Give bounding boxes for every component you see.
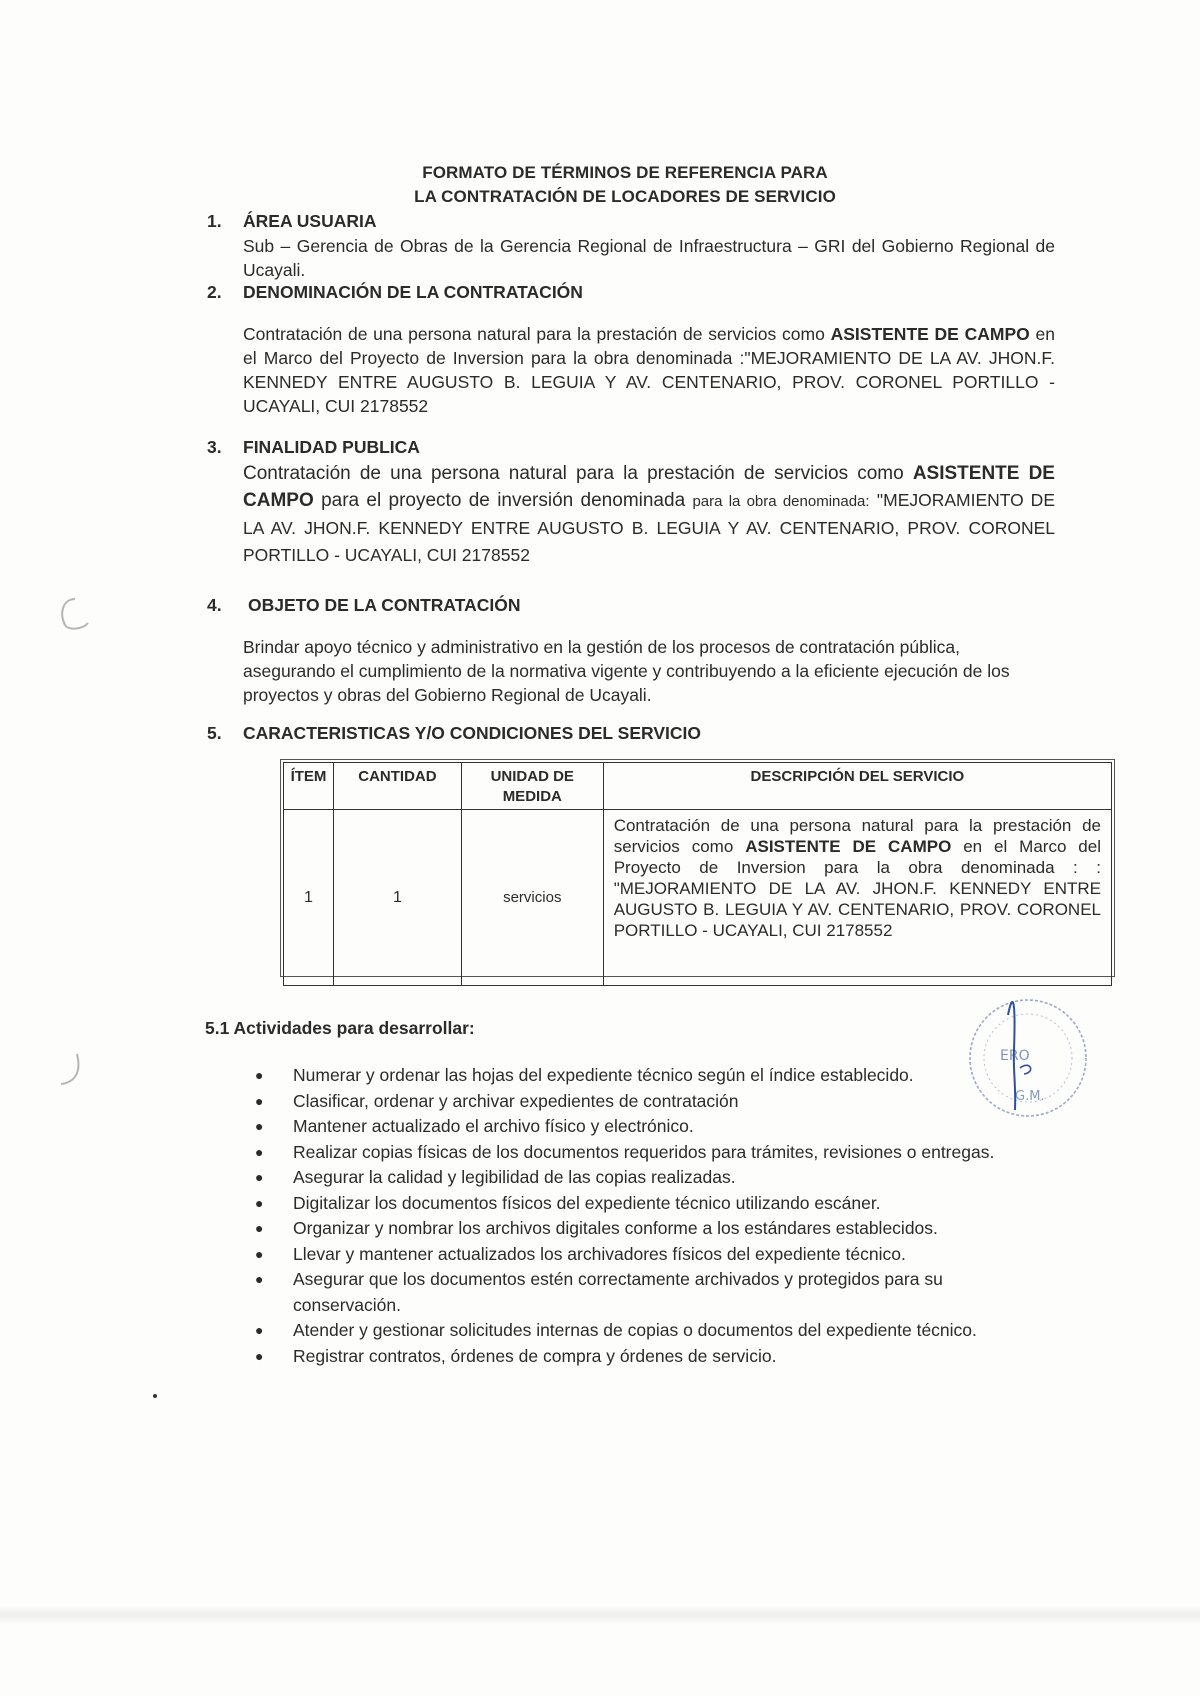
section-3-text-a: Contratación de una persona natural para la prestación de servicios como: [243, 463, 904, 484]
header-item: ÍTEM: [284, 763, 334, 810]
scan-dot: [153, 1394, 157, 1398]
activity-text: Mantener actualizado el archivo físico y electrónico.: [293, 1116, 694, 1136]
bullet-icon: ●: [255, 1347, 264, 1364]
activity-text: Asegurar que los documentos estén correctamente archivados y protegidos para su conservación.: [293, 1269, 943, 1315]
section-1-text: Sub – Gerencia de Obras de la Gerencia Regional de Infraestructura – GRI del Gobierno Regional de Ucayali.: [243, 236, 1055, 280]
list-item: [255, 1318, 1035, 1344]
service-table: [283, 762, 1112, 986]
scan-artifact-icon: [55, 1050, 85, 1090]
list-item: [255, 1165, 1035, 1191]
activity-text: Clasificar, ordenar y archivar expedientes de contratación: [293, 1090, 739, 1111]
list-item: [255, 1267, 1035, 1318]
section-4-heading: OBJETO DE LA CONTRATACIÓN: [248, 595, 521, 615]
bullet-icon: ●: [255, 1271, 264, 1287]
list-item: [255, 1089, 1035, 1115]
desc-role: ASISTENTE DE CAMPO: [745, 837, 952, 856]
bullet-icon: ●: [255, 1322, 264, 1338]
section-3-number: 3.: [207, 437, 222, 457]
section-3-role: ASISTENTE DE CAMPO: [243, 463, 1055, 511]
section-2-text-b: en el Marco del Proyecto de Inversion para la obra denominada :"MEJORAMIENTO DE LA AV. JHON.F. KENNEDY ENTRE AUGUSTO B. LEGUIA Y AV. CENTENARIO, PROV. CORONEL PORTILLO - UCAYALI, CUI 2178552: [243, 324, 1055, 416]
title-line-2: LA CONTRATACIÓN DE LOCADORES DE SERVICIO: [414, 187, 836, 206]
section-3-text-c: "MEJORAMIENTO DE LA AV. JHON.F. KENNEDY ENTRE AUGUSTO B. LEGUIA Y AV. CENTENARIO, PROV. CORONEL PORTILLO - UCAYALI, CUI 2178552: [243, 490, 1055, 565]
cell-descripcion: [603, 810, 1111, 986]
activity-text: Numerar y ordenar las hojas del expediente técnico según el índice establecido.: [293, 1065, 914, 1085]
svg-text:G.M.: G.M.: [1015, 1089, 1045, 1104]
svg-text:ERO: ERO: [1000, 1048, 1030, 1064]
title-line-1: FORMATO DE TÉRMINOS DE REFERENCIA PARA: [422, 163, 828, 182]
scan-artifact-icon: [55, 595, 95, 635]
section-2-text-a: Contratación de una persona natural para la prestación de servicios como: [243, 324, 825, 344]
list-item: [255, 1140, 1035, 1166]
scan-smudge: [0, 1605, 1200, 1625]
section-1-number: 1.: [207, 211, 222, 231]
activity-text: Organizar y nombrar los archivos digitales conforme a los estándares establecidos.: [293, 1218, 938, 1238]
section-3-text-b: para el proyecto de inversión denominada: [321, 490, 686, 511]
section-4-number: 4.: [207, 595, 222, 615]
activities-list: [255, 1063, 1035, 1369]
section-2-heading: DENOMINACIÓN DE LA CONTRATACIÓN: [243, 282, 583, 302]
activities-heading: 5.1 Actividades para desarrollar:: [205, 1018, 475, 1038]
header-unidad: UNIDAD DE MEDIDA: [461, 763, 603, 810]
section-3-text-small: para la obra denominada:: [692, 493, 870, 510]
section-4-text: Brindar apoyo técnico y administrativo en la gestión de los procesos de contratación pública, asegurando el cumplimiento de la normativa vigente y contribuyendo a la eficiente ejecución de los proyectos y obras del Gobierno Regional de Ucayali.: [243, 637, 1010, 705]
cell-item: 1: [284, 810, 334, 986]
list-item: [255, 1063, 1035, 1089]
bullet-icon: ●: [255, 1169, 264, 1185]
bullet-icon: ●: [255, 1067, 264, 1083]
list-item: [255, 1114, 1035, 1140]
list-item: [255, 1191, 1035, 1217]
section-2-number: 2.: [207, 282, 222, 302]
activity-text: Realizar copias físicas de los documentos requeridos para trámites, revisiones o entregas.: [293, 1141, 995, 1162]
desc-text-a: Contratación de una persona natural para la prestación de servicios como: [613, 816, 1101, 856]
section-1-heading: ÁREA USUARIA: [243, 211, 377, 231]
list-item: [255, 1344, 1035, 1370]
activity-text: Digitalizar los documentos físicos del expediente técnico utilizando escáner.: [293, 1192, 881, 1213]
section-5-number: 5.: [207, 723, 222, 743]
header-cantidad: CANTIDAD: [333, 763, 461, 810]
activity-text: Atender y gestionar solicitudes internas de copias o documentos del expediente técnico.: [293, 1320, 977, 1340]
desc-text-b: en el Marco del Proyecto de Inversion para la obra denominada : : "MEJORAMIENTO DE LA AV. JHON.F. KENNEDY ENTRE AUGUSTO B. LEGUIA Y AV. CENTENARIO, PROV. CORONEL PORTILLO - UCAYALI, CUI 2178552: [613, 837, 1101, 940]
document-title: [395, 161, 855, 209]
activity-text: Asegurar la calidad y legibilidad de las copias realizadas.: [293, 1167, 736, 1187]
bullet-icon: ●: [255, 1143, 264, 1160]
bullet-icon: ●: [255, 1194, 264, 1211]
section-3-heading: FINALIDAD PUBLICA: [243, 437, 420, 457]
activity-text: Registrar contratos, órdenes de compra y órdenes de servicio.: [293, 1345, 777, 1366]
table-row: [284, 810, 1112, 986]
bullet-icon: ●: [255, 1220, 264, 1236]
section-5-heading: CARACTERISTICAS Y/O CONDICIONES DEL SERVICIO: [243, 723, 701, 743]
bullet-icon: ●: [255, 1092, 264, 1109]
section-2-text: [243, 322, 1055, 418]
bullet-icon: ●: [255, 1118, 264, 1134]
activity-text: Llevar y mantener actualizados los archivadores físicos del expediente técnico.: [293, 1243, 906, 1264]
cell-unidad: servicios: [461, 810, 603, 986]
section-2-role: ASISTENTE DE CAMPO: [830, 324, 1030, 344]
official-seal-icon: [960, 990, 1095, 1125]
table-header-row: [284, 763, 1112, 810]
list-item: [255, 1216, 1035, 1242]
list-item: [255, 1242, 1035, 1268]
section-3-text: [243, 461, 1055, 569]
cell-cantidad: 1: [333, 810, 461, 986]
header-descripcion: DESCRIPCIÓN DEL SERVICIO: [603, 763, 1111, 810]
bullet-icon: ●: [255, 1245, 264, 1262]
